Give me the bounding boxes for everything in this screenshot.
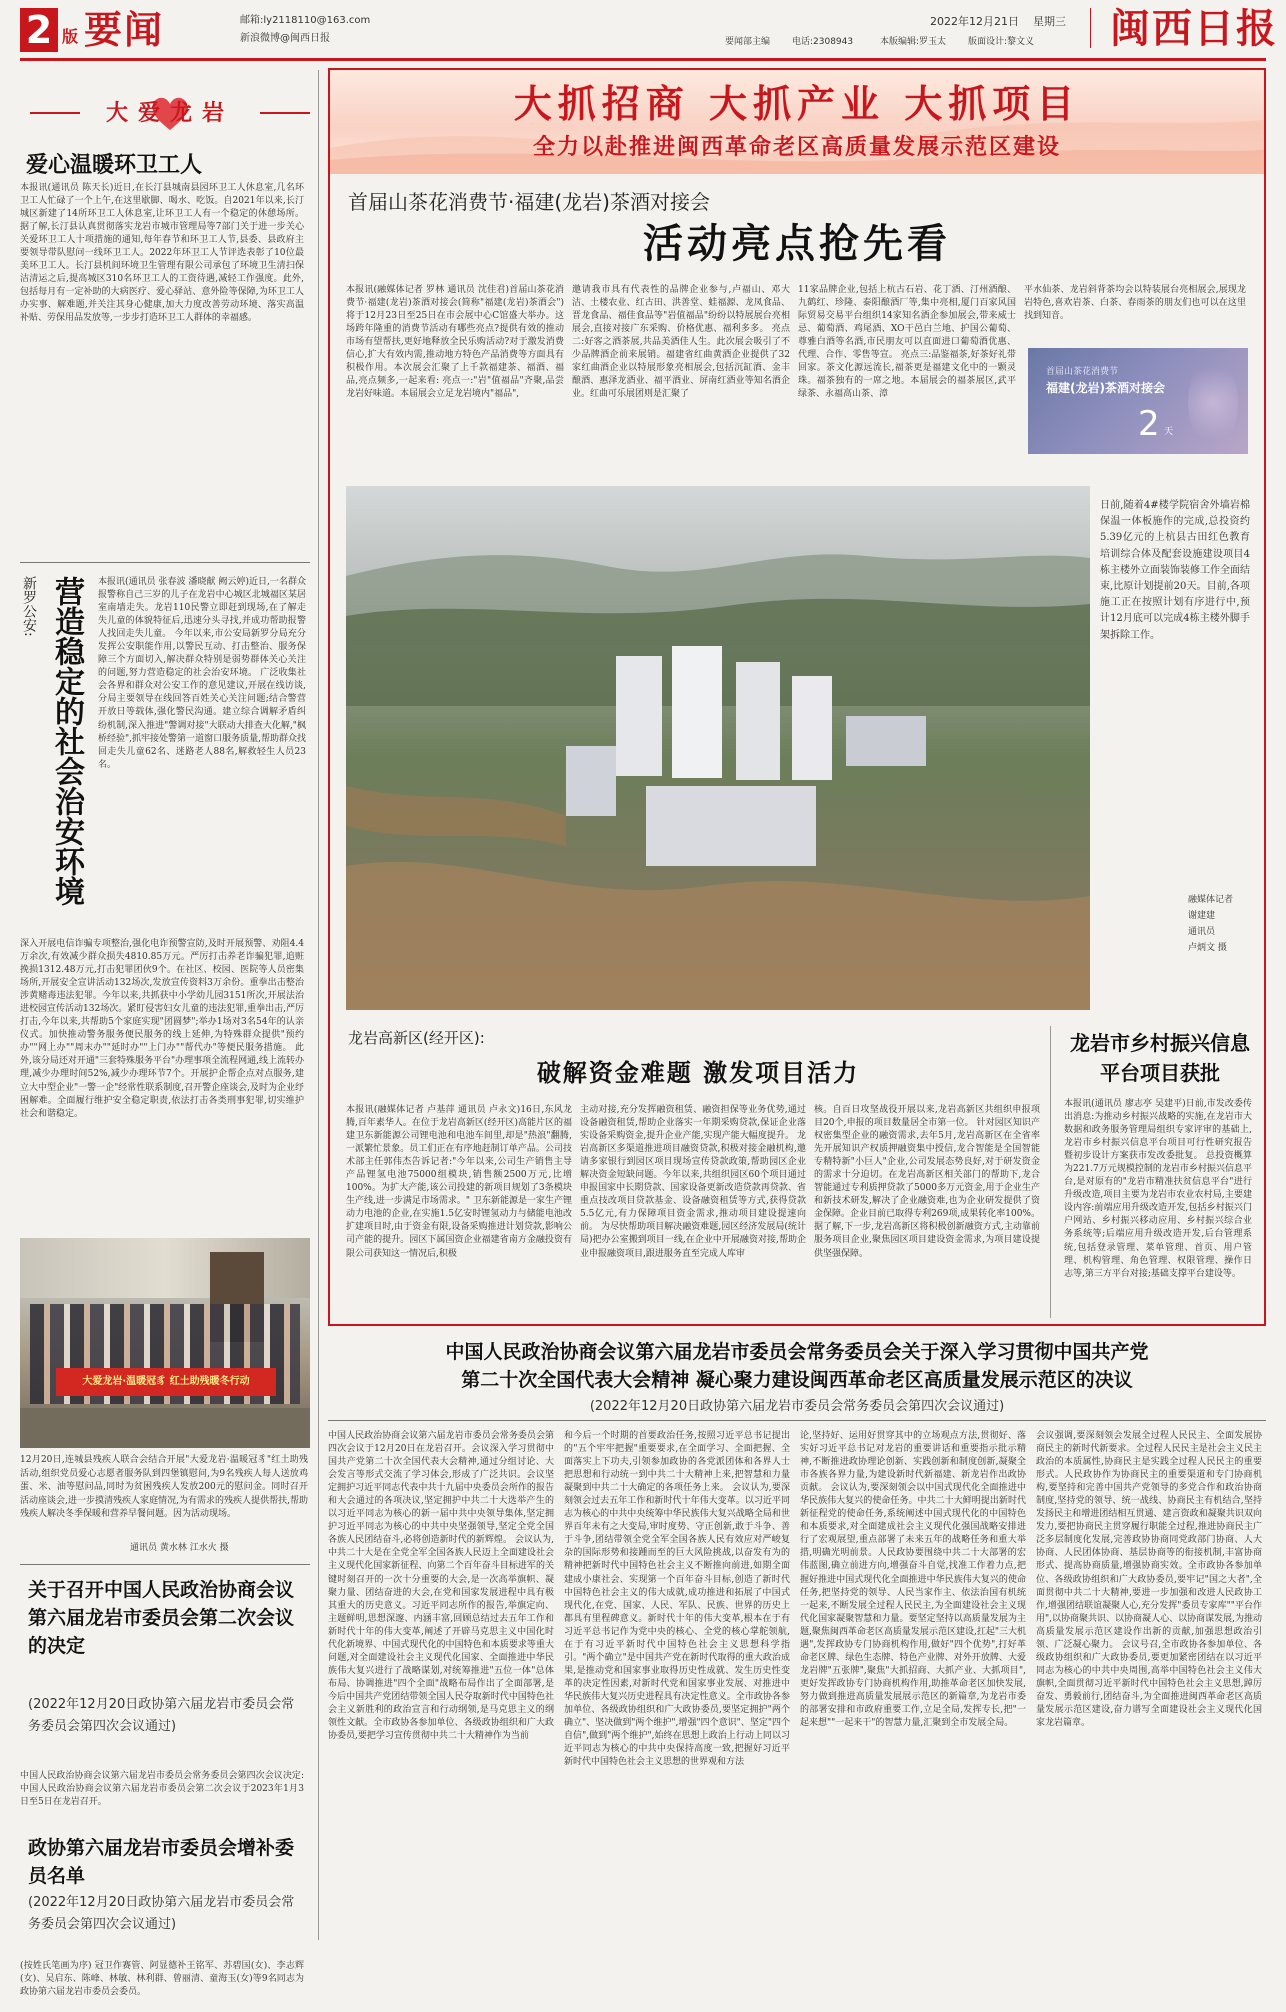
photo-caption: 12月20日,连城县残疾人联合会结合开展"大爱龙岩·温暖冠豸"红土助残活动,组织党员爱心志愿者服务队到四堡镇慰问,为9名残疾人每人送放鸡蛋、米、油等慰问品,同时为贫困残疾人发放200元的慰问金。同时召开活动座谈会,进一步摸清残疾人家庭情况,为有需求的残疾人提供帮扶,帮助残疾人解决冬季保暖和营养早餐问题。因为活动现场。 — [20, 1455, 308, 1519]
feature-col-3: 核。自百日攻坚战役开展以来,龙岩高新区共组织申报项目20个,申报的项目数量居全市第一位。 针对园区知识产权密集型企业的融资需求,去年5月,龙岩高新区在全省率先开展知识产权质押融资集中授信,龙合智能是全国智能专精特新"小巨人"企业,公司发展态势良好,对于研发资金的需求十分迫切。在龙岩高新区相关部门的帮助下,龙合智能通过专利质押贷款了5000多万元资金,用于企业生产和新技术研发,解决了企业融资难,也为企业研发提供了资金保障。企业目前已取得专利269项,成果转化率100%。 据了解,下一步,龙岩高新区将积极创新融资方式,主动靠前服务项目企业,聚焦园区项目建设资金需求,为项目建设提供坚强保障。 — [814, 1105, 1040, 1259]
photo-ground — [20, 1408, 310, 1448]
editor-label: 要闻部主编 — [725, 37, 771, 47]
resolution-col-3: 论,坚持好、运用好贯穿其中的立场观点方法,贯彻好、落实好习近平总书记对龙岩的重要讲话和重要指示批示精神,不断推进政协理论创新、实践创新和制度创新,凝聚全市各族各界力量,为建设新时代新福建、新龙岩作出政协贡献。 会议认为,要深刻领会以中国式现代化全面推进中华民族伟大复兴的使命任务。中共二十大鲜明提出新时代新征程党的使命任务,系统阐述中国式现代化的中国特色和本质要求,对全面建成社会主义现代化强国战略安排进行了宏观展望,重点部署了未来五年的战略任务和重大举措,明确光明前景。人民政协要围绕中共二十大部署的宏伟蓝图,确立前进方向,增强奋斗自觉,找准工作着力点,把握好推进中国式现代化全面推进中华民族伟大复兴的使命任务,把坚持党的领导、人民当家作主、依法治国有机统一起来,不断发展全过程人民民主,为全面建设社会主义现代化国家凝聚智慧和力量。要坚定坚持以高质量发展为主题,聚焦闽西革命老区高质量发展示范区建设,扛起"三大机遇",发挥政协专门协商机构作用,做好"四个优势",打好革命老区牌、绿色生态牌、特色产业牌、对外开放牌、大爱龙岩牌"五张牌",聚焦"大抓招商、大抓产业、大抓项目",更好发挥政协专门协商机构作用,助推革命老区加快发展,努力做到推进高质量发展展示范区的新篇章,为龙岩市委的部署安排和市政府重要工作,立足全局,发挥专长,把"一起来想""一起来干"的智慧力量,汇聚到全市发展全局。 — [800, 1431, 1026, 1729]
page-number: 2 — [25, 8, 53, 52]
photo-wall — [20, 1238, 310, 1298]
feature-col-3: 11家品牌企业,包括上杭古石岩、花丁酒、汀州酒酿、九鹤红、珍隆、泰阳酿酒厂等,集中亮相,厦门百家风国际贸易交易平台组织14家知名酒企参加展会,带来威士忌、葡萄酒、鸡尾酒、XO干邑白兰地、护国公葡萄、尊雅白酒等名酒,市民朋友可以直面进口葡萄酒优惠、代理、合作、零售等宣。 亮点三:品鉴福茶,好茶好礼带回家。茶文化源远流长,福茶更是福建文化中的一颗灵珠。福茶独有的一席之地。本届展会的福茶展区,武平绿茶、永福高山茶、漳 — [798, 285, 1016, 400]
feature-body: 本报讯(通讯员 廖志亭 吴建平)日前,市发改委传出消息:为推动乡村振兴战略的实施,在龙岩市大数据和政务服务管理局组织专家评审的基础上,龙岩市乡村振兴信息平台项目可行性研究报告暨初步设计方案获市发改委批复。 总投资概算为221.7万元规模控制的龙岩市乡村振兴信息平台,是对原有的"龙岩市精准扶贫信息平台"进行升级改造,项目主要为龙岩市农业农村局,主要建设内容:前端应用升级改造开发,包括乡村振兴门户网站、乡村振兴移动应用、乡村振兴综合业务系统等;后端应用升级改造开发,后台管理系统,包括登录管理、菜单管理、首页、用户管理、机构管理、角色管理、权限管理、操作日志等,第三方平台对接;基础支撑平台建设等。 — [1064, 1099, 1252, 1279]
aerial-credit-1: 融媒体记者 — [1188, 895, 1234, 905]
campaign-title: 大抓招商 大抓产业 大抓项目 — [513, 82, 1081, 126]
article-body: 本报讯(通讯员 陈天长)近日,在长汀县城南县园环卫工人休息室,几名环卫工人忙碌了一个上午,在这里歇脚、喝水、吃饭。自2021年以来,长汀城区新建了14所环卫工人休息室,让环卫工人有一个稳定的休憩场所。 据了解,长汀县认真贯彻落实龙岩市城市管理局等7部门关于进一步关心关爱环卫工人十项措施的通知,每年春节和环卫工人节,县委、县政府主要领导带队慰问一线环卫工人。2022年环卫工人节评选表彰了10位最美环卫工人。长汀县机间环境卫生管理有限公司承包了环境卫生清扫保洁清运之后,提高城区310名环卫工人的工资待遇,减轻工作强度。此外,包括每月有一定补助的大病医疗、爱心驿站、意外险等保障,为环卫工人办实事、解难题,并关注其身心健康,加大力度改善劳动环境、落实高温补贴、劳保用品发放等,一步步打造环卫工人群体的幸福感。 — [20, 183, 304, 324]
issue-weekday: 星期三 — [1033, 15, 1066, 28]
aerial-construction-photo — [346, 486, 1090, 1010]
page-number-badge — [20, 8, 58, 52]
weibo: 新浪微博@闽西日报 — [240, 33, 330, 44]
decision-body: 中国人民政治协商会议第六届龙岩市委员会常务委员会第四次会议决定:中国人民政治协商会议第六届龙岩市委员会第二次会议于2023年1月3日至5日在龙岩召开。 — [20, 1771, 304, 1808]
email: 邮箱:ly2118110@163.com — [240, 15, 371, 26]
main-area — [328, 68, 1266, 1948]
tea-wine-promo-image — [1028, 348, 1248, 454]
feature-title: 破解资金难题 激发项目活力 — [536, 1058, 860, 1087]
feature-title: 龙岩市乡村振兴信息平台项目获批 — [1070, 1031, 1250, 1085]
campaign-banner — [330, 70, 1264, 174]
promo-leaf-decoration — [1188, 358, 1238, 448]
article-body-continued: 深入开展电信诈骗专项整治,强化电诈预警宣防,及时开展预警、劝阻4.4万余次,有效减少群众损失4810.85万元。严厉打击养老诈骗犯罪,追赃挽损1312.48万元,打击犯罪团伙9个。在社区、校园、医院等人员密集场所,开展安全宣讲活动132场次,发放宣传资料3万余份。重拳出击整治涉黄赌毒违法犯罪。今年以来,共抓获中小学幼儿园3151所次,开展法治进校园宣传活动132场次。紧盯侵害妇女儿童的违法犯罪,重拳出击,严厉打击,今年以来,共帮助5个家庭实现"团圆梦";举办1场对3名54年的认亲仪式。加快推动警务服务便民服务的线上延伸,为特殊群众提供"预约办""网上办""周末办""延时办""上门办""帮代办"等便民服务措施。 此外,该分局还对开通"三套特殊服务平台"办理事项全流程网通,线上流转办理,减少办理时间52%,减少办理环节7个。开展护企帮企点对点服务,建立大中型企业"一警一企"经常性联系制度,召开警企座谈会,及时为企业纾困解难。全面履行维护安全稳定职责,依法打击各类刑事犯罪,切实维护社会和谐稳定。 — [20, 939, 305, 1119]
feature-col-2: 主动对接,充分发挥融资租赁、融资担保等业务优势,通过设备融资租赁,帮助企业落实一年期采购贷款,保证企业落实设备采购资金,提升企业产能,实现产能大幅度提升。 龙岩高新区多渠道推进项目融资贷款,积极对接金融机构,邀请多家银行到园区项目现场宣传贷款政策,帮助园区企业解决资金短缺问题。今年以来,共组织园区60个项目通过申报国家中长期贷款、国家设备更新改造贷款再贷款、省重点技改项目贷款基金、设备融资租赁等方式,获得贷款5.5亿元,有力保障项目资金需求,推动项目建设提速向前。 为尽快帮助项目解决融资难题,园区经济发展局(统计局)把办公室搬到项目一线,在企业中开展融资对接,帮助企业申报融资项目,跟进服务直至完成人库审 — [580, 1105, 806, 1259]
promo-line-1: 首届山茶花消费节 — [1046, 367, 1119, 377]
decision-title: 关于召开中国人民政治协商会议第六届龙岩市委员会第二次会议的决定 — [28, 1579, 295, 1657]
feature-kicker: 首届山茶花消费节·福建(龙岩)茶酒对接会 — [348, 190, 710, 214]
article-title: 爱心温暖环卫工人 — [26, 152, 203, 178]
aerial-credit-3: 通讯员 — [1188, 927, 1216, 937]
duty-editor: 本版编辑:罗玉太 — [880, 37, 947, 47]
masthead-red-rule — [20, 58, 1266, 61]
resolution-col-1: 中国人民政治协商会议第六届龙岩市委员会常务委员会第四次会议于12月20日在龙岩召开。会议深入学习贯彻中国共产党第二十次全国代表大会精神,通过分组讨论、大会发言等形式交流了学习体会,形成了广泛共识。会议坚定拥护习近平同志代表中共十九届中央委员会所作的报告和大会通过的各项决议,坚定拥护中共二十大选举产生的以习近平同志为核心的新一届中共中央领导集体,坚定拥护习近平同志为核心的中共中央坚强领导,坚定全党全国各族人民团结奋斗,必将创造新时代的新辉煌。 会议认为,中共二十大是在全党全军全国各族人民迈上全面建设社会主义现代化国家新征程、向第二个百年奋斗目标进军的关键时刻召开的一次十分重要的大会,是一次高举旗帜、凝聚力量、团结奋进的大会,在党和国家发展进程中具有极其重大的历史意义。习近平同志所作的报告,举旗定向、主题鲜明,思想深邃、内涵丰富,回顾总结过去五年工作和新时代十年的伟大变革,阐述了开辟马克思主义中国化时代化新境界、中国式现代化的中国特色和本质要求等重大问题,对全面建设社会主义现代化国家、全面推进中华民族伟大复兴进行了战略谋划,对统筹推进"五位一体"总体布局、协调推进"四个全面"战略布局作出了全面部署,是今后中国共产党团结带领全国人民夺取新时代中国特色社会主义新胜利的政治宣言和行动纲领,是马克思主义的纲领性文献。全市政协各参加单位、各级政协组织和广大政协委员,要把学习宣传贯彻中共二十大精神作为当前 — [328, 1431, 554, 1742]
divider — [20, 562, 310, 563]
article-prefix: 新罗公安: — [21, 576, 37, 637]
decision-subtitle: (2022年12月20日政协第六届龙岩市委员会常务委员会第四次会议通过) — [28, 1697, 295, 1734]
resolution-title-line-1: 中国人民政治协商会议第六届龙岩市委员会常务委员会关于深入学习贯彻中国共产党 — [445, 1341, 1149, 1363]
feature-col-1: 本报讯(融媒体记者 卢基萍 通讯员 卢永文)16日,东风龙腾,百年素华人。在位于龙岩高新区(经开区)高能片区的福建卫东新能源公司锂电池和电池车间里,却是"热浪"翻腾,一派繁忙景象。员工们正在有序地赶制订单产品。公司技术部主任郭伟杰告诉记者:"今年以来,公司生产销售主导产品锂氢电池75000组模块,销售额2500万元,比增100%。为扩大产能,该公司投建的新项目规划了3条模块生产线,进一步满足市场需求。" 卫东新能源是一家生产锂动力电池的企业,在实施1.5亿安时锂氢动力与储能电池改扩建项目时,由于资金有限,设备采购推进计划贷款,影响公司产能的提升。园区下属国资企业福建省南方金融投资有限公司获知这一情况后,积极 — [346, 1105, 572, 1259]
column-divider — [318, 70, 319, 1940]
volunteers-photo — [20, 1238, 310, 1448]
feature-col-2: 邀请我市具有代表性的品牌企业参与,卢福山、邓大洁、土楼农业、红古田、洪善堂、蛙福源、龙凤食品、晋龙食品、福佳食品等"岩值福品"纷纷以特展展台亮相展会,直接对接广东采购、价格优惠、福利多多。 亮点二:好客之酒茶展,共品美酒佳人生。此次展会吸引了不少品牌酒企前来展销。福建省红曲黄酒企业提供了32家红曲酒企业以特展形象亮相展会,包括沉缸酒、金丰酿酒、惠泽龙酒业、福平酒业、屏南红酒业等知名酒企业。红曲可乐展团则是汇聚了 — [572, 285, 790, 400]
feature-kicker: 龙岩高新区(经开区): — [348, 1029, 485, 1047]
feature-col-1: 本报讯(融媒体记者 罗林 通讯员 沈佳君)首届山茶花消费节·福建(龙岩)茶酒对接会(简称"福建(龙岩)茶酒会")将于12月23日至25日在市会展中心C馆盛大举办。这场跨年隆重的消费节活动有哪些亮点?提供有效的推动市场有望帮扶,更好地释放全民乐购活动?对于激发消费信心,扩大有效内需,推动地方特色产品消费等方面具有积极作用。本次展会汇聚了上千款福建茶、福酒、福品,亮点频多,一起来看: 亮点一:"岩"值福品"齐聚,品尝龙岩好味道。本届展会立足龙岩境内"福品", — [346, 285, 564, 400]
resolution-col-4: 会议强调,要深刻领会发展全过程人民民主、全面发展协商民主的新时代新要求。全过程人民民主是社会主义民主政治的本质属性,协商民主是实践全过程人民民主的重要形式。人民政协作为协商民主的重要渠道和专门协商机构,要坚持和完善中国共产党领导的多党合作和政治协商制度,坚持党的领导、统一战线、协商民主有机结合,坚持发扬民主和增进团结相互贯通、建言资政和凝聚共识双向发力,要把协商民主贯穿履行职能全过程,推进协商民主广泛多层制度化发展,完善政协协商同党政部门协商、人大协商、人民团体协商、基层协商等的衔接机制,丰富协商形式、提高协商质量,增强协商实效。全市政协各参加单位、各级政协组织和广大政协委员,要牢记"国之大者",全面贯彻中共二十大精神,要进一步加强和改进人民政协工作,增强团结联谊凝聚人心,充分发挥"委员专家库""平台作用",以协商聚共识、以协商凝人心、以协商谋发展,为推动高质量发展示范区建设作出新的贡献,加强思想政治引领、广泛凝心聚力。 会议号召,全市政协各参加单位、各级政协组织和广大政协委员,要更加紧密团结在以习近平同志为核心的中共中央周围,高举中国特色社会主义伟大旗帜,全面贯彻习近平新时代中国特色社会主义思想,踔厉奋发、勇毅前行,团结奋斗,为全面推进闽西革命老区高质量发展示范区建设,奋力谱写全面建设社会主义现代化国家龙岩篇章。 — [1036, 1431, 1262, 1729]
promo-days-number: 2 — [1138, 404, 1160, 444]
member-list-title: 政协第六届龙岩市委员会增补委员名单 — [28, 1837, 295, 1887]
member-list-body: (按姓氏笔画为序) 冠卫作赛管、阿显德补王铭军、苏碧国(女)、李志辉(女)、吴启东、陈峰、林敏、林利群、曾丽清、童海玉(女)等9名同志为政协第六届龙岩市委员会委员。 — [20, 1961, 304, 1998]
feature-title: 活动亮点抢先看 — [643, 221, 951, 267]
resolution-subtitle: (2022年12月20日政协第六届龙岩市委员会常务委员会第四次会议通过) — [589, 1399, 1005, 1414]
member-list-subtitle: (2022年12月20日政协第六届龙岩市委员会常务委员会第四次会议通过) — [28, 1895, 295, 1932]
phone: 电话:2308943 — [792, 37, 854, 47]
banner-rule-left — [30, 112, 80, 114]
promo-days-suffix: 天 — [1164, 427, 1174, 437]
resolution-col-2: 和今后一个时期的首要政治任务,按照习近平总书记提出的"五个牢牢把握"重要要求,在全面学习、全面把握、全面落实上下功夫,引领参加政协的各党派团体和各界人士把思想和行动统一到中共二十大精神上来,把智慧和力量凝聚到中共二十大确定的各项任务上来。 会议认为,要深刻领会过去五年工作和新时代十年伟大变革。以习近平同志为核心的中共中央统筹中华民族伟大复兴战略全局和世界百年未有之大变局,审时度势、守正创新,敢于斗争、善于斗争,团结带领全党全军全国各族人民有效应对严峻复杂的国际形势和接踵而至的巨大风险挑战,以奋发有为的精神把新时代中国特色社会主义不断推向前进,如期全面建成小康社会、实现第一个百年奋斗目标,创造了新时代中国特色社会主义的伟大成就,成功推进和拓展了中国式现代化,在党、国家、人民、军队、民族、世界的历史上都具有里程碑意义。新时代十年的伟大变革,根本在于有习近平总书记作为党中央的核心、全党的核心掌舵领航,在于有习近平新时代中国特色社会主义思想科学指引。"两个确立"是中国共产党在新时代取得的重大政治成果,是推动党和国家事业取得历史性成就、发生历史性变革的决定性因素,对新时代党和国家事业发展、对推进中华民族伟大复兴历史进程具有决定性意义。全市政协各参加单位、各级政协组织和广大政协委员,要坚定拥护"两个确立"、坚决做到"两个维护",增强"四个意识"、坚定"四个自信",做到"两个维护",始终在思想上政治上行动上同以习近平同志为核心的中共中央保持高度一致,把握好习近平新时代中国特色社会主义思想的世界观和方法 — [564, 1431, 790, 1768]
photo-credit: 通讯员 黄水林 江水火 摄 — [130, 1543, 229, 1553]
page-suffix: 版 — [62, 27, 79, 46]
photo-banner-text: 大爱龙岩·温暖冠豸 红土助残暖冬行动 — [82, 1376, 250, 1387]
aerial-credit-2: 谢建建 — [1188, 911, 1216, 921]
resolution-title-line-2: 第二十次全国代表大会精神 凝心聚力建设闽西革命老区高质量发展示范区的决议 — [461, 1369, 1133, 1391]
feature-col-4: 平水仙茶、龙岩斜背茶均会以特装展台亮相展会,展现龙岩特色,喜欢岩茶、白茶、春雨茶的朋友们也可以在这里找到知音。 — [1024, 285, 1246, 322]
resolution-rule — [328, 1420, 1266, 1421]
aerial-caption: 日前,随着4#楼学院宿舍外墙岩棉保温一体板施作的完成,总投资约5.39亿元的上杭县古田红色教育培训综合体及配套设施建设项目4栋主楼外立面装饰装修工作全面结束,比原计划提前20天。目前,各项施工正在按照计划有序进行中,预计12月底可以完成4栋主楼外脚手架拆除工作。 — [1100, 500, 1250, 641]
issue-date: 2022年12月21日 — [930, 15, 1019, 28]
campaign-subtitle: 全力以赴推进闽西革命老区高质量发展示范区建设 — [532, 134, 1061, 160]
aerial-landscape — [346, 486, 1090, 1010]
newspaper-logo: 闽西日报 — [1110, 5, 1278, 52]
article-body: 本报讯(通讯员 张春波 潘晓献 阙云婷)近日,一名群众报警称自己三岁的儿子在龙岩中心城区北城福区某居室南墙走失。龙岩110民警立即赶到现场,在了解走失儿童的体貌特征后,迅速分头寻找,并成功帮助报警人找回走失儿童。 今年以来,市公安局新罗分局充分发挥公安职能作用,以警民互动、打击整治、服务保障三个方面切入,解决群众特别是弱势群体关心关注的问题,努力营造稳定的社会治安环境。 广泛收集社会各界和群众对公安工作的意见建议,开展在线访谈,分局主要领导在线回答百姓关心关注问题;结合警营开放日等载体,强化警民沟通。建立综合调解矛盾纠纷机制,深入推进"警调对接"大联动大排查大化解,"枫桥经验",抓牢接处警第一道窗口服务质量,帮助群众找回走失儿童62名、迷路老人88名,解救轻生人员23名。 — [98, 577, 306, 770]
section-title: 要闻 — [84, 8, 165, 52]
promo-line-2: 福建(龙岩)茶酒对接会 — [1046, 381, 1165, 395]
column-divider — [1050, 1026, 1051, 1318]
divider — [20, 1564, 310, 1565]
masthead-divider — [1090, 8, 1091, 48]
banner-rule-right — [260, 112, 310, 114]
masthead — [0, 0, 1286, 58]
dai-ai-banner — [80, 94, 260, 130]
left-column — [20, 70, 310, 1998]
banner-text: 大爱龙岩 — [105, 101, 234, 126]
article-title-vertical: 营造稳定的社会治安环境 — [49, 576, 84, 906]
designer: 版面设计:黎文义 — [968, 37, 1035, 47]
aerial-credit-4: 卢炳文 摄 — [1188, 943, 1227, 953]
photo-red-banner — [56, 1368, 276, 1396]
